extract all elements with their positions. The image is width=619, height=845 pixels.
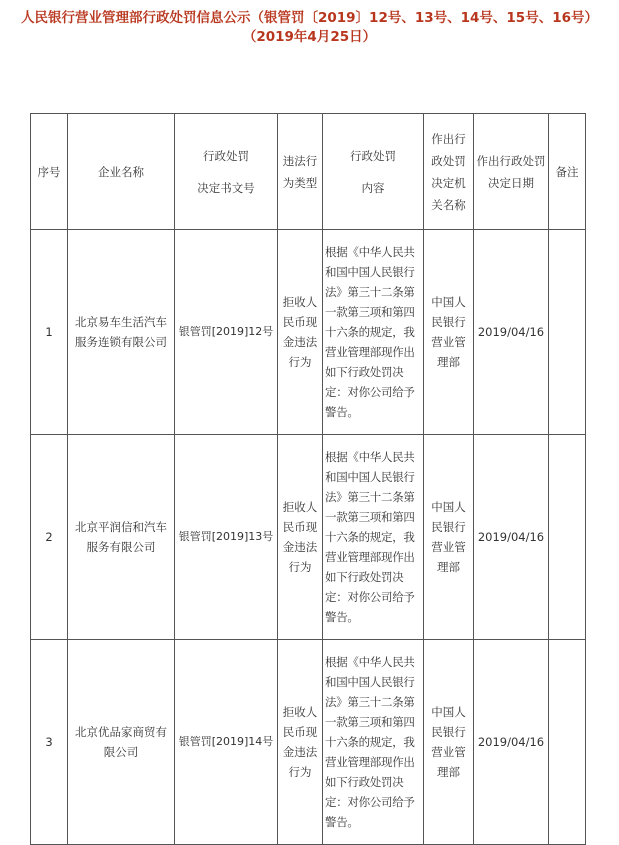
row-violation-type: 拒收人民币现金违法行为 [278, 435, 323, 640]
header-violation-type: 违法行为类型 [278, 114, 323, 230]
header-doc-no [175, 114, 278, 230]
row-doc-no: 银管罚[2019]13号 [175, 435, 278, 640]
row-remark [549, 435, 586, 640]
title-line-2: （2019年4月25日） [242, 29, 377, 45]
row-violation-type: 拒收人民币现金违法行为 [278, 230, 323, 435]
penalty-table [30, 113, 586, 845]
header-remark: 备注 [549, 114, 586, 230]
table-row [31, 640, 586, 845]
row-content: 根据《中华人民共和国中国人民银行法》第三十二条第一款第三项和第四十六条的规定，我营业管理部现作出如下行政处罚决定：对你公司给予警告。 [323, 640, 424, 845]
table-row [31, 230, 586, 435]
row-remark [549, 640, 586, 845]
row-date: 2019/04/16 [474, 230, 549, 435]
table-header-row [31, 114, 586, 230]
row-seq: 2 [31, 435, 68, 640]
row-content: 根据《中华人民共和国中国人民银行法》第三十二条第一款第三项和第四十六条的规定，我营业管理部现作出如下行政处罚决定：对你公司给予警告。 [323, 230, 424, 435]
header-doc-no-line2: 决定书文号 [197, 180, 255, 195]
header-date: 作出行政处罚决定日期 [474, 114, 549, 230]
header-doc-no-line1: 行政处罚 [203, 148, 249, 163]
header-content-line2: 内容 [361, 180, 385, 195]
row-doc-no: 银管罚[2019]12号 [175, 230, 278, 435]
row-content: 根据《中华人民共和国中国人民银行法》第三十二条第一款第三项和第四十六条的规定，我营业管理部现作出如下行政处罚决定：对你公司给予警告。 [323, 435, 424, 640]
row-date: 2019/04/16 [474, 435, 549, 640]
row-company: 北京易车生活汽车服务连锁有限公司 [68, 230, 175, 435]
row-company: 北京平润信和汽车服务有限公司 [68, 435, 175, 640]
table-row [31, 435, 586, 640]
row-seq: 3 [31, 640, 68, 845]
row-date: 2019/04/16 [474, 640, 549, 845]
row-violation-type: 拒收人民币现金违法行为 [278, 640, 323, 845]
header-authority: 作出行政处罚决定机关名称 [424, 114, 474, 230]
row-doc-no: 银管罚[2019]14号 [175, 640, 278, 845]
header-company: 企业名称 [68, 114, 175, 230]
row-seq: 1 [31, 230, 68, 435]
row-authority: 中国人民银行营业管理部 [424, 435, 474, 640]
row-company: 北京优品家商贸有限公司 [68, 640, 175, 845]
page-title [0, 9, 619, 47]
header-content [323, 114, 424, 230]
row-authority: 中国人民银行营业管理部 [424, 640, 474, 845]
row-remark [549, 230, 586, 435]
row-authority: 中国人民银行营业管理部 [424, 230, 474, 435]
header-content-line1: 行政处罚 [350, 148, 396, 163]
header-seq: 序号 [31, 114, 68, 230]
title-line-1: 人民银行营业管理部行政处罚信息公示（银管罚〔2019〕12号、13号、14号、15号、16号） [20, 10, 598, 26]
